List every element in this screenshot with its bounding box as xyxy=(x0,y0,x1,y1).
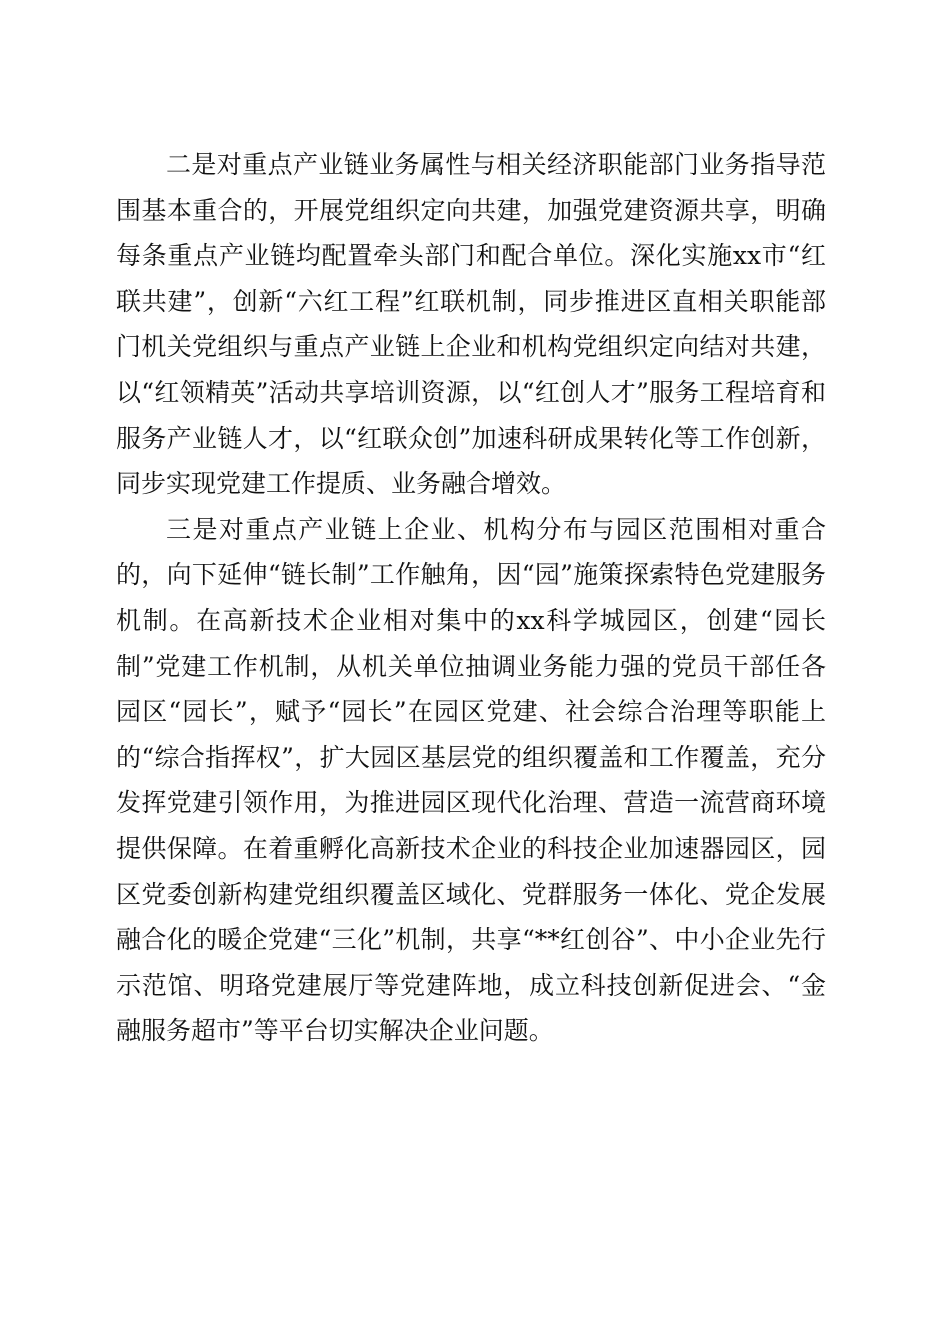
document-body xyxy=(116,142,826,1054)
paragraph-2: 二是对重点产业链业务属性与相关经济职能部门业务指导范围基本重合的，开展党组织定向共建，加强党建资源共享，明确每条重点产业链均配置牵头部门和配合单位。深化实施xx市“红联共建”，创新“六红工程”红联机制，同步推进区直相关职能部门机关党组织与重点产业链上企业和机构党组织定向结对共建，以“红领精英”活动共享培训资源，以“红创人才”服务工程培育和服务产业链人才，以“红联众创”加速科研成果转化等工作创新，同步实现党建工作提质、业务融合增效。 xyxy=(116,150,826,499)
paragraph-3: 三是对重点产业链上企业、机构分布与园区范围相对重合的，向下延伸“链长制”工作触角，因“园”施策探索特色党建服务机制。在高新技术企业相对集中的xx科学城园区，创建“园长制”党建工作机制，从机关单位抽调业务能力强的党员干部任各园区“园长”，赋予“园长”在园区党建、社会综合治理等职能上的“综合指挥权”，扩大园区基层党的组织覆盖和工作覆盖，充分发挥党建引领作用，为推进园区现代化治理、营造一流营商环境提供保障。在着重孵化高新技术企业的科技企业加速器园区，园区党委创新构建党组织覆盖区域化、党群服务一体化、党企发展融合化的暖企党建“三化”机制，共享“**红创谷”、中小企业先行示范馆、明珞党建展厅等党建阵地，成立科技创新促进会、“金融服务超市”等平台切实解决企业问题。 xyxy=(116,514,826,1046)
